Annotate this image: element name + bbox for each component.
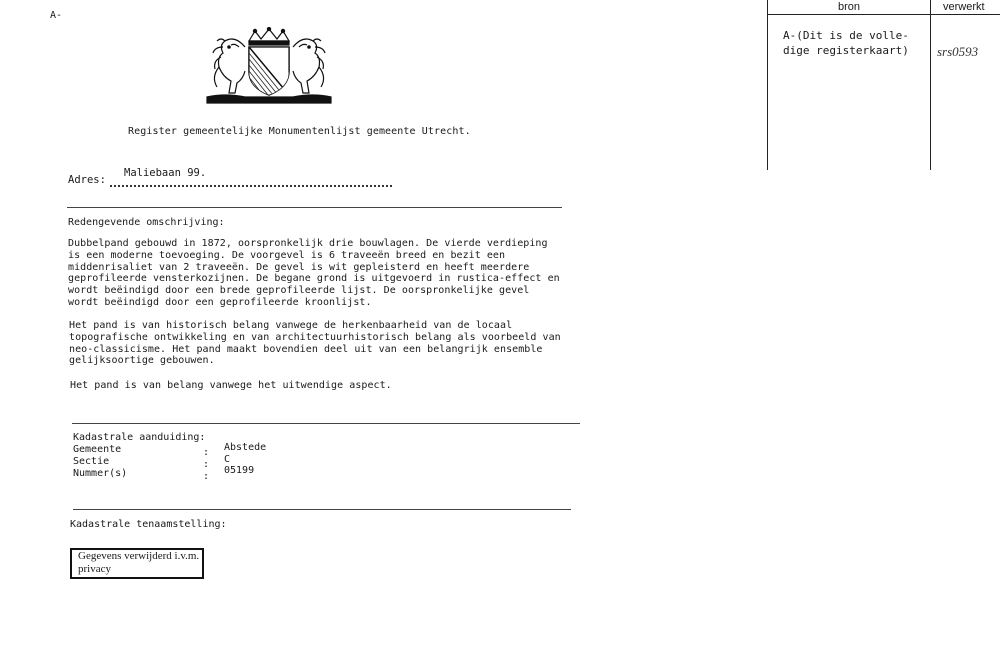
kadastrale-value-nummers: 05199 xyxy=(224,465,255,476)
table-header-divider xyxy=(767,14,1000,15)
divider xyxy=(73,509,571,510)
significance-paragraph: Het pand is van historisch belang vanwege de herkenbaarheid van de locaal topografische ontwikkeling en van architectuurhistorisch belang als voorbeeld van neo-classicisme. Het pand maakt bovendien deel uit van een belangrijk ensemble gelijksoortige gebouwen. xyxy=(69,320,561,367)
kadastrale-colon: : xyxy=(203,447,210,458)
register-title: Register gemeentelijke Monumentenlijst gemeente Utrecht. xyxy=(128,126,471,137)
column-header-verwerkt: verwerkt xyxy=(943,1,985,13)
kadastrale-colon: : xyxy=(203,459,210,470)
verwerkt-value: srs0593 xyxy=(937,44,979,59)
kadastrale-label-sectie: Sectie xyxy=(73,456,110,467)
divider xyxy=(67,207,562,208)
kadastrale-label-gemeente: Gemeente xyxy=(73,444,122,455)
table-border xyxy=(930,0,931,170)
corner-mark: A- xyxy=(50,10,63,21)
kadastrale-colon: : xyxy=(203,471,210,482)
kadastrale-label-nummers: Nummer(s) xyxy=(73,468,128,479)
column-header-bron: bron xyxy=(838,1,861,13)
redengevende-heading: Redengevende omschrijving: xyxy=(68,217,225,228)
description-paragraph: Dubbelpand gebouwd in 1872, oorspronkelijk drie bouwlagen. De vierde verdieping is een moderne toevoeging. De voorgevel is 6 traveeën breed en bezit een middenrisaliet van 2 traveeën. De gevel is wit gepleisterd en heeft meerdere geprofileerde vensterkozijnen. De begane grond is uitgevoerd in rustica-effect en wordt beëindigd door een brede geprofileerde lijst. De oorspronkelijke gevel wordt beëindigd door een geprofileerde kroonlijst. xyxy=(68,238,560,308)
kadastrale-value-gemeente: Abstede xyxy=(224,442,267,453)
divider xyxy=(72,423,580,424)
kadastrale-value-sectie: C xyxy=(224,454,231,465)
privacy-redaction-box xyxy=(70,548,204,579)
kadastrale-heading: Kadastrale aanduiding: xyxy=(73,432,206,443)
adres-label: Adres: xyxy=(68,174,106,186)
aspect-paragraph: Het pand is van belang vanwege het uitwendige aspect. xyxy=(70,380,392,391)
table-border xyxy=(767,0,768,170)
privacy-notice: Gegevens verwijderd i.v.m. privacy xyxy=(78,550,200,575)
tenaamstelling-heading: Kadastrale tenaamstelling: xyxy=(70,519,227,530)
bron-value: A-(Dit is de volle- dige registerkaart) xyxy=(783,29,909,57)
utrecht-coat-of-arms-icon xyxy=(205,27,333,105)
adres-value: Maliebaan 99. xyxy=(124,167,207,179)
